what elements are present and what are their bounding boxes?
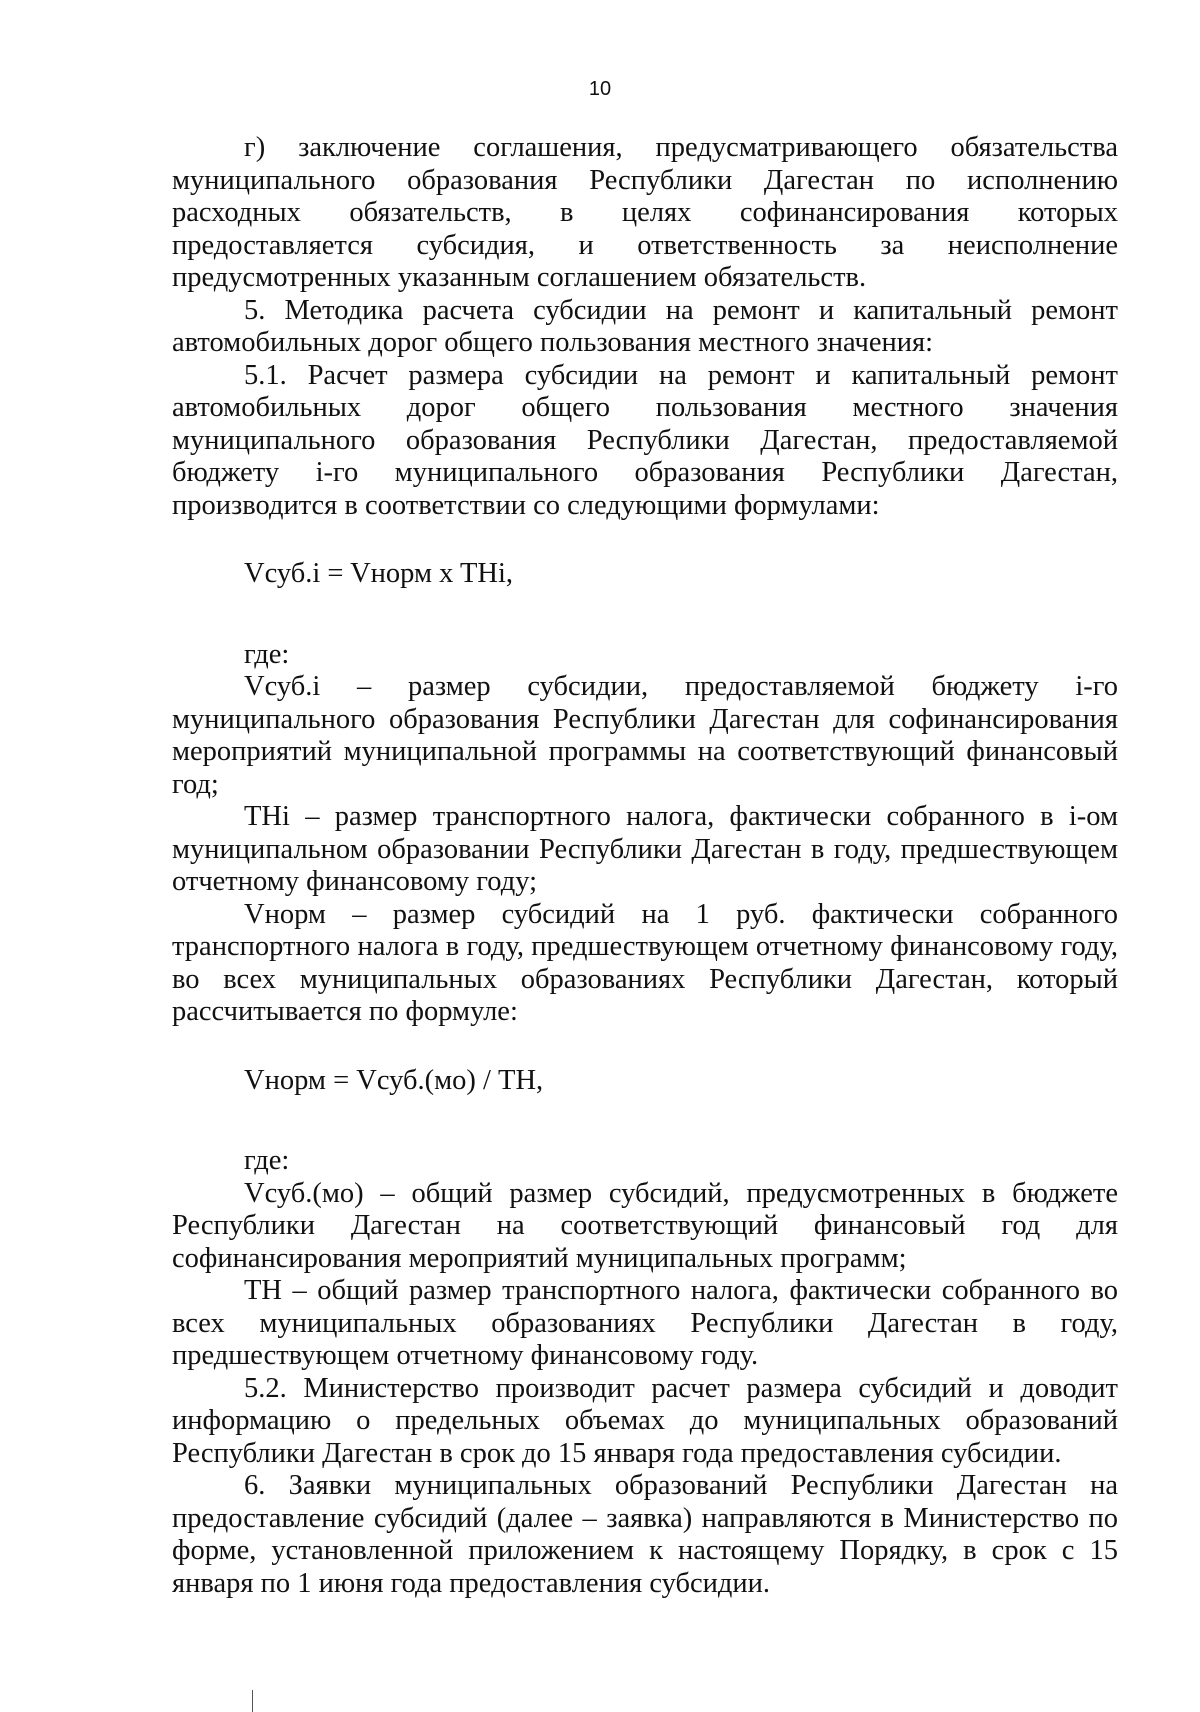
paragraph-agreement-conclusion: г) заключение соглашения, предусматривающего обязательства муниципального образования Республики Дагестан по исполнению расходных обязательств, в целях софинансирования которых предоставляется субсидия, и ответственность за неисполнение предусмотренных указанным соглашением обязательств. — [172, 132, 1118, 293]
paragraph-section-5-heading: 5. Методика расчета субсидии на ремонт и капитальный ремонт автомобильных дорог общего пользования местного значения: — [172, 294, 1118, 358]
definition-th: TH – общий размер транспортного налога, фактически собранного во всех муниципальных образованиях Республики Дагестан в году, предшествующем отчетному финансовому году. — [172, 1275, 1118, 1371]
paragraph-section-5-2: 5.2. Министерство производит расчет размера субсидий и доводит информацию о предельных объемах до муниципальных образований Республики Дагестан в срок до 15 января года предоставления субсидии. — [172, 1372, 1118, 1469]
scan-artifact-line — [252, 1690, 253, 1712]
paragraph-section-5-1: 5.1. Расчет размера субсидии на ремонт и капитальный ремонт автомобильных дорог общего пользования местного значения муниципального образования Республики Дагестан, предоставляемой бюджету i-го муниципального образования Республики Дагестан, производится в соответствии со следующими формулами: — [172, 359, 1118, 521]
definition-vsub-mo: Vсуб.(мо) – общий размер субсидий, предусмотренных в бюджете Республики Дагестан на соответствующий финансовый год для софинансирования мероприятий муниципальных программ; — [172, 1177, 1118, 1274]
where-label: где: — [244, 638, 290, 670]
formula-vsub-i: Vсуб.i = Vнорм x THi, — [244, 558, 514, 589]
definition-thi: THi – размер транспортного налога, фактически собранного в i-ом муниципальном образовании Республики Дагестан в году, предшествующем отчетному финансовому году; — [172, 801, 1118, 897]
definition-vsub-i: Vсуб.i – размер субсидии, предоставляемой бюджету i-го муниципального образования Республики Дагестан для софинансирования мероприятий муниципальной программы на соответствующий финансовый год; — [172, 671, 1118, 800]
formula-vnorm: Vнорм = Vсуб.(мо) / TH, — [244, 1064, 544, 1096]
document-body — [172, 132, 1118, 1600]
page-number: 10 — [588, 78, 612, 100]
paragraph-section-6: 6. Заявки муниципальных образований Республики Дагестан на предоставление субсидий (далее – заявка) направляются в Министерство по форме, установленной приложением к настоящему Порядку, в срок с 15 января по 1 июня года предоставления субсидии. — [172, 1470, 1118, 1599]
where-label: где: — [244, 1145, 290, 1176]
definition-vnorm: Vнорм – размер субсидий на 1 руб. фактически собранного транспортного налога в году, предшествующем отчетному финансовому году, во всех муниципальных образованиях Республики Дагестан, который рассчитывается по формуле: — [172, 898, 1118, 1027]
